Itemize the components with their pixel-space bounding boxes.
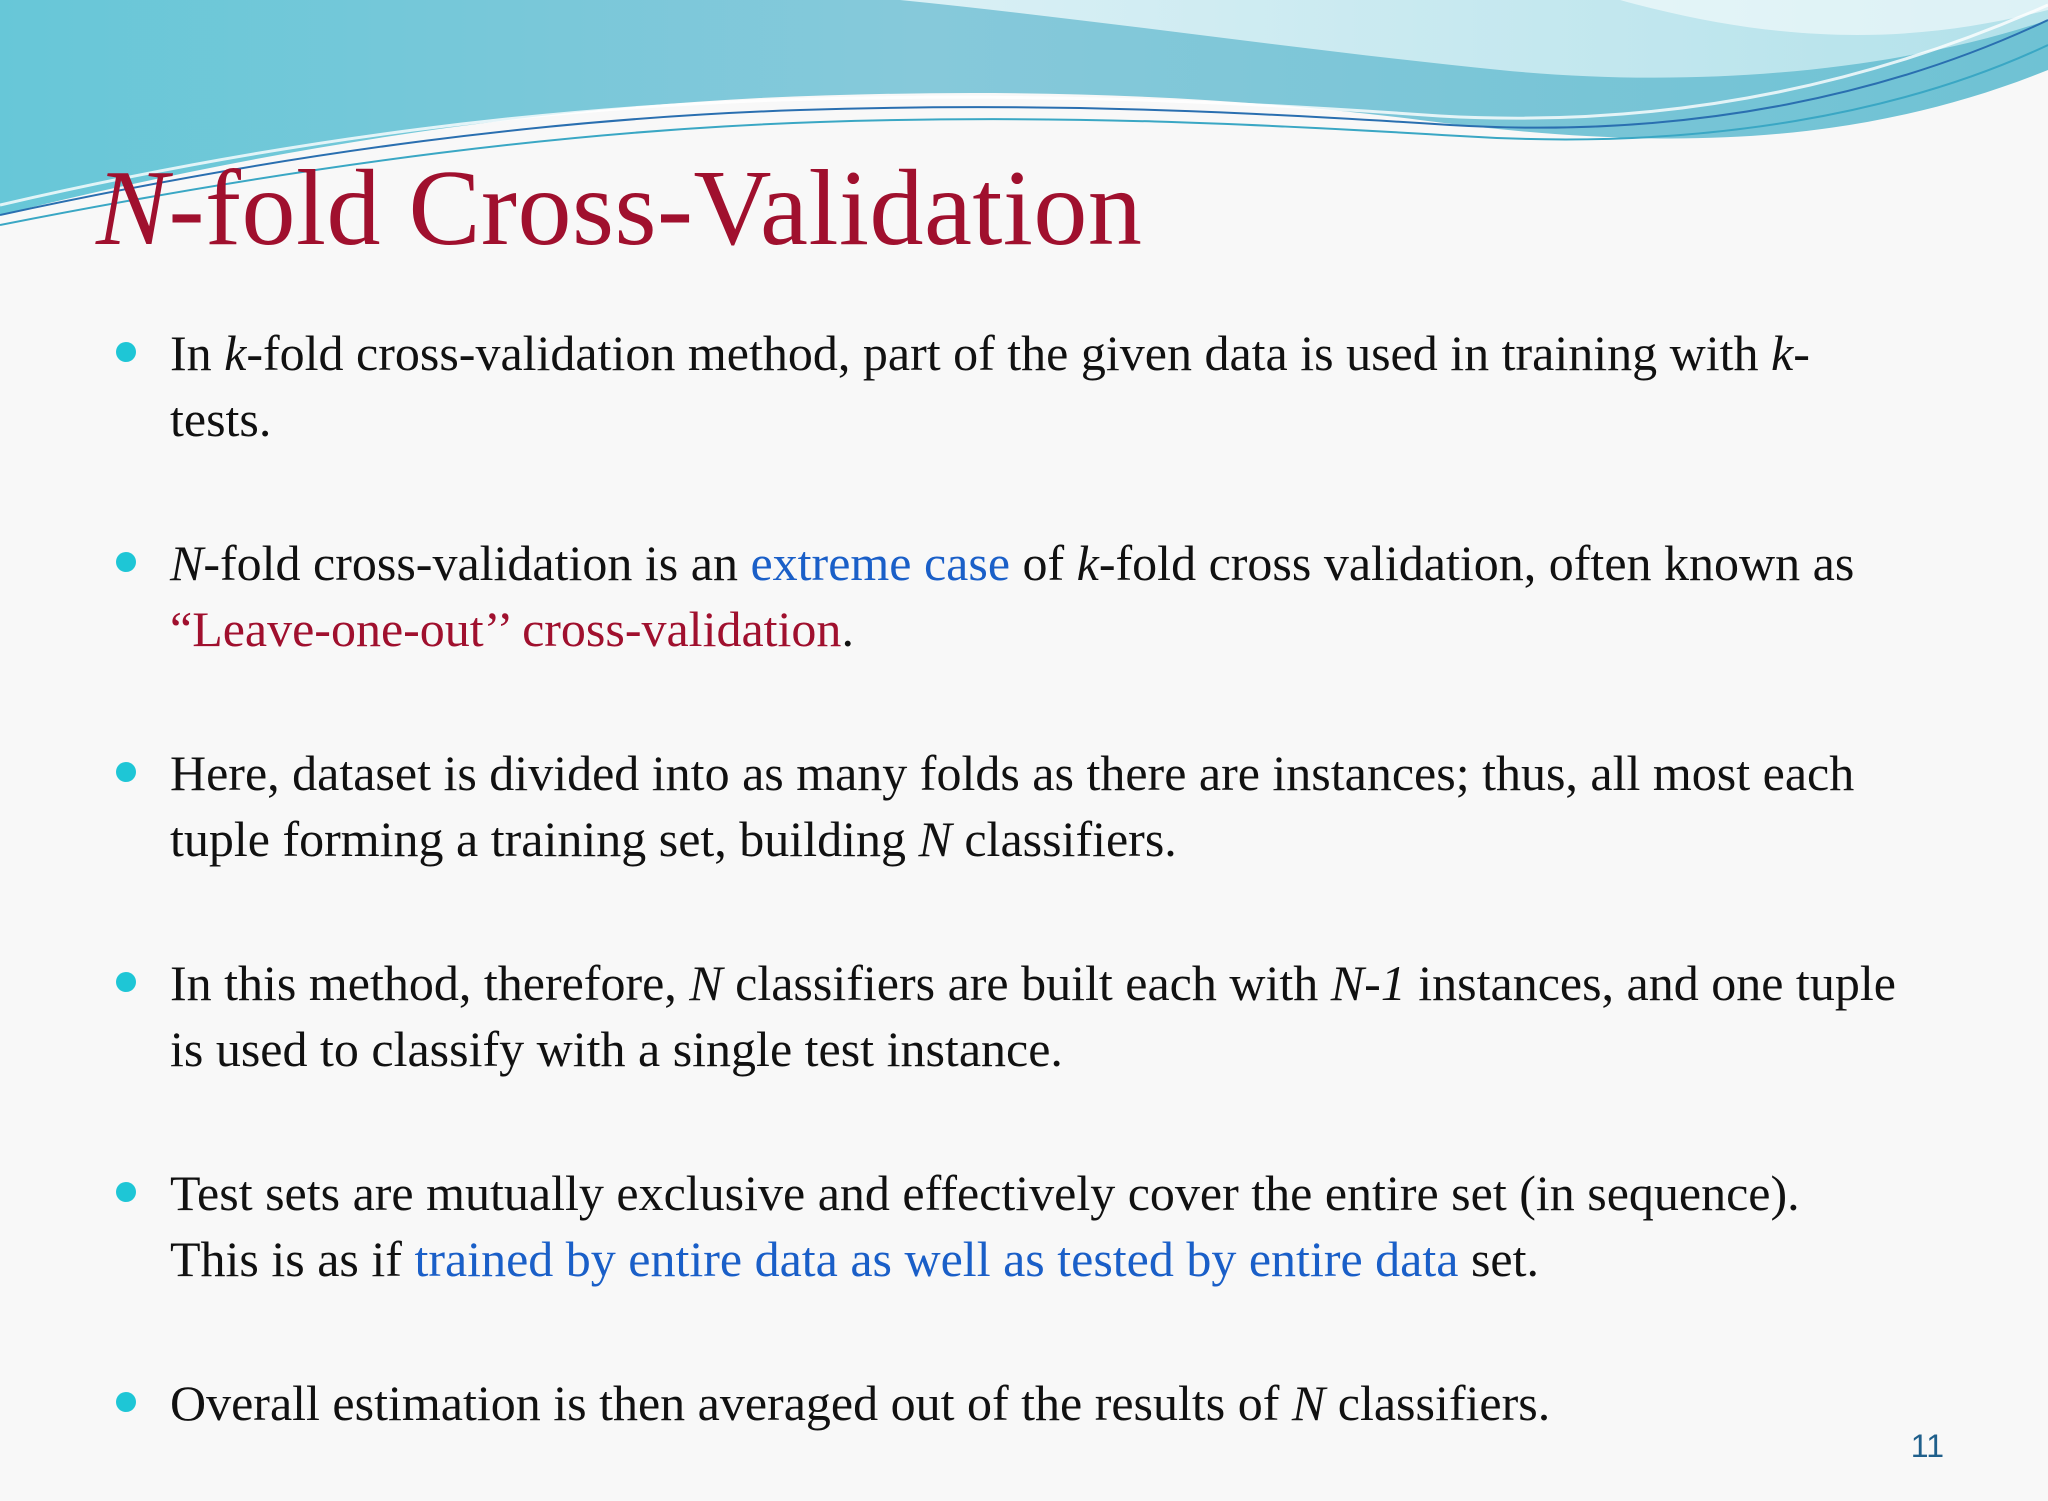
bullet-text <box>170 950 1900 1082</box>
bullet-text <box>170 530 1900 662</box>
bullet-text-segment: Here, dataset is divided into as many folds as there are instances; thus, all most each tuple forming a training set, building <box>170 745 1855 867</box>
page-number: 11 <box>1910 1428 1944 1464</box>
bullet-dot-icon <box>116 1392 136 1412</box>
bullet-text-segment: . <box>841 601 854 657</box>
slide-title <box>96 150 1142 269</box>
bullet-text-segment: N <box>170 535 204 591</box>
bullet-text <box>170 740 1900 872</box>
bullet-text-segment: N-1 <box>1330 955 1406 1011</box>
bullet-item-3 <box>110 740 1900 872</box>
bullet-text <box>170 320 1900 452</box>
bullet-text-segment: -tests. <box>170 325 1810 447</box>
bullet-item-5 <box>110 1160 1900 1292</box>
bullet-dot-icon <box>116 972 136 992</box>
bullet-list <box>110 320 1900 1501</box>
bullet-text-segment: k <box>1771 325 1794 381</box>
slide-title-italic: N <box>96 149 169 268</box>
bullet-text-segment: of <box>1010 535 1077 591</box>
bullet-text-segment: k <box>1076 535 1099 591</box>
bullet-dot-icon <box>116 762 136 782</box>
bullet-text-segment: classifiers. <box>1325 1375 1551 1431</box>
bullet-text-segment: -fold cross-validation is an <box>203 535 751 591</box>
bullet-text <box>170 1370 1900 1436</box>
bullet-item-2 <box>110 530 1900 662</box>
bullet-dot-icon <box>116 1182 136 1202</box>
bullet-dot-icon <box>116 342 136 362</box>
bullet-text <box>170 1160 1900 1292</box>
bullet-text-segment: N <box>1291 1375 1326 1431</box>
bullet-text-segment: In this method, therefore, <box>170 955 690 1011</box>
bullet-text-segment: -fold cross-validation method, part of the given data is used in training with <box>246 325 1772 381</box>
bullet-dot-icon <box>116 552 136 572</box>
bullet-text-segment: set. <box>1458 1231 1540 1287</box>
bullet-text-segment: classifiers are built each with <box>722 955 1331 1011</box>
bullet-text-segment: N <box>918 811 952 867</box>
bullet-text-segment: “Leave-one-out’’ cross-validation <box>170 601 842 657</box>
bullet-text-segment: -fold cross validation, often known as <box>1098 535 1855 591</box>
bullet-text-segment: k <box>224 325 247 381</box>
bullet-item-6 <box>110 1370 1900 1436</box>
bullet-text-segment: Overall estimation is then averaged out of the results of <box>170 1375 1292 1431</box>
bullet-text-segment: In <box>170 325 225 381</box>
bullet-item-4 <box>110 950 1900 1082</box>
bullet-text-segment: instances, and one tuple is used to classify with a single test instance. <box>170 955 1896 1077</box>
bullet-text-segment: extreme case <box>750 535 1011 591</box>
slide-title-rest: -fold Cross-Validation <box>168 149 1143 268</box>
bullet-item-1 <box>110 320 1900 452</box>
bullet-text-segment: Test sets are mutually exclusive and effectively cover the entire set (in sequence). This is as if <box>170 1165 1800 1287</box>
bullet-text-segment: classifiers. <box>951 811 1177 867</box>
bullet-text-segment: N <box>689 955 723 1011</box>
bullet-text-segment: trained by entire data as well as tested by entire data <box>414 1231 1459 1287</box>
